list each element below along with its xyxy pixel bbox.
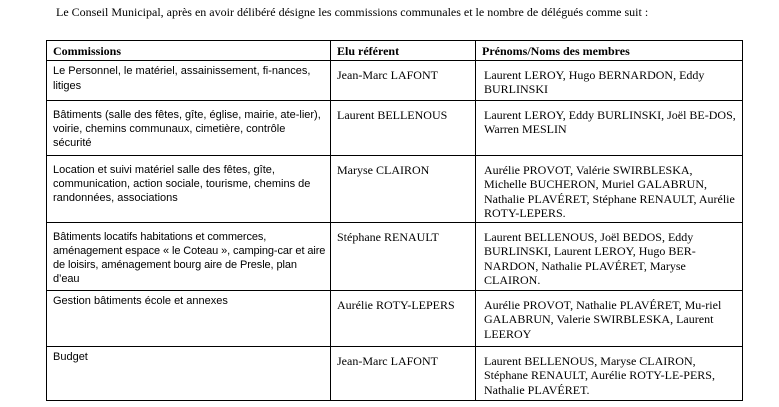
commission-cell: [47, 101, 331, 156]
header-commissions: Commissions: [47, 41, 331, 61]
commission-text: Bâtiments locatifs habitations et commerces, aménagement espace « le Coteau », camping-car et aire de loisirs, aménagement bourg aire de Presle, plan d’eau: [53, 231, 326, 286]
referent-cell: [331, 101, 476, 156]
referent-cell: [331, 156, 476, 223]
commission-cell: [47, 347, 331, 401]
commission-cell: [47, 223, 331, 291]
commission-cell: [47, 61, 331, 101]
referent-text: Maryse CLAIRON: [337, 163, 430, 178]
header-elu-referent: Elu référent: [331, 41, 476, 61]
intro-text: Le Conseil Municipal, après en avoir délibéré désigne les commissions communales et le nombre de délégués comme suit :: [56, 5, 649, 19]
header-membres: Prénoms/Noms des membres: [476, 41, 743, 61]
members-text: Aurélie PROVOT, Nathalie PLAVÉRET, Mu-riel GALABRUN, Valerie SWIRBLESKA, Laurent LEEROY: [484, 298, 722, 341]
table-row: [47, 61, 743, 101]
referent-text: Laurent BELLENOUS: [337, 108, 448, 123]
members-text: Laurent BELLENOUS, Maryse CLAIRON, Stéphane RENAULT, Aurélie ROTY-LE-PERS, Nathalie PLAVÉRET.: [484, 354, 715, 397]
table-row: [47, 291, 743, 347]
commission-text: Location et suivi matériel salle des fêtes, gîte, communication, action sociale, tourisme, chemins de randonnées, associations: [53, 164, 311, 205]
members-cell: [476, 347, 743, 401]
members-text: Laurent LEROY, Eddy BURLINSKI, Joël BE-DOS, Warren MESLIN: [484, 108, 736, 137]
commission-text: Le Personnel, le matériel, assainissement, fi-nances, litiges: [53, 65, 311, 93]
referent-cell: [331, 291, 476, 347]
commission-text: Budget: [53, 351, 88, 364]
table-row: [47, 347, 743, 401]
members-text: Laurent LEROY, Hugo BERNARDON, Eddy BURLINSKI: [484, 68, 705, 97]
members-cell: [476, 223, 743, 291]
table-header-row: [47, 41, 743, 61]
referent-text: Stéphane RENAULT: [337, 230, 439, 245]
table-row: [47, 223, 743, 291]
commission-cell: [47, 291, 331, 347]
referent-text: Jean-Marc LAFONT: [337, 68, 438, 83]
referent-text: Aurélie ROTY-LEPERS: [337, 298, 455, 313]
table-row: [47, 156, 743, 223]
members-cell: [476, 101, 743, 156]
members-text: Aurélie PROVOT, Valérie SWIRBLESKA, Michelle BUCHERON, Muriel GALABRUN, Nathalie PLAVÉRET, Stéphane RENAULT, Aurélie ROTY-LEPERS.: [484, 163, 735, 220]
commission-cell: [47, 156, 331, 223]
referent-text: Jean-Marc LAFONT: [337, 354, 438, 369]
referent-cell: [331, 223, 476, 291]
members-cell: [476, 291, 743, 347]
members-cell: [476, 156, 743, 223]
table-row: [47, 101, 743, 156]
members-cell: [476, 61, 743, 101]
commissions-table: [46, 40, 743, 401]
members-text: Laurent BELLENOUS, Joël BEDOS, Eddy BURLINSKI, Laurent LEROY, Hugo BER-NARDON, Nathalie PLAVÉRET, Maryse CLAIRON.: [484, 230, 696, 287]
commission-text: Gestion bâtiments école et annexes: [53, 295, 228, 308]
commission-text: Bâtiments (salle des fêtes, gîte, église, mairie, ate-lier), voirie, chemins communaux, cimetière, contrôle sécurité: [53, 109, 321, 150]
referent-cell: [331, 61, 476, 101]
referent-cell: [331, 347, 476, 401]
